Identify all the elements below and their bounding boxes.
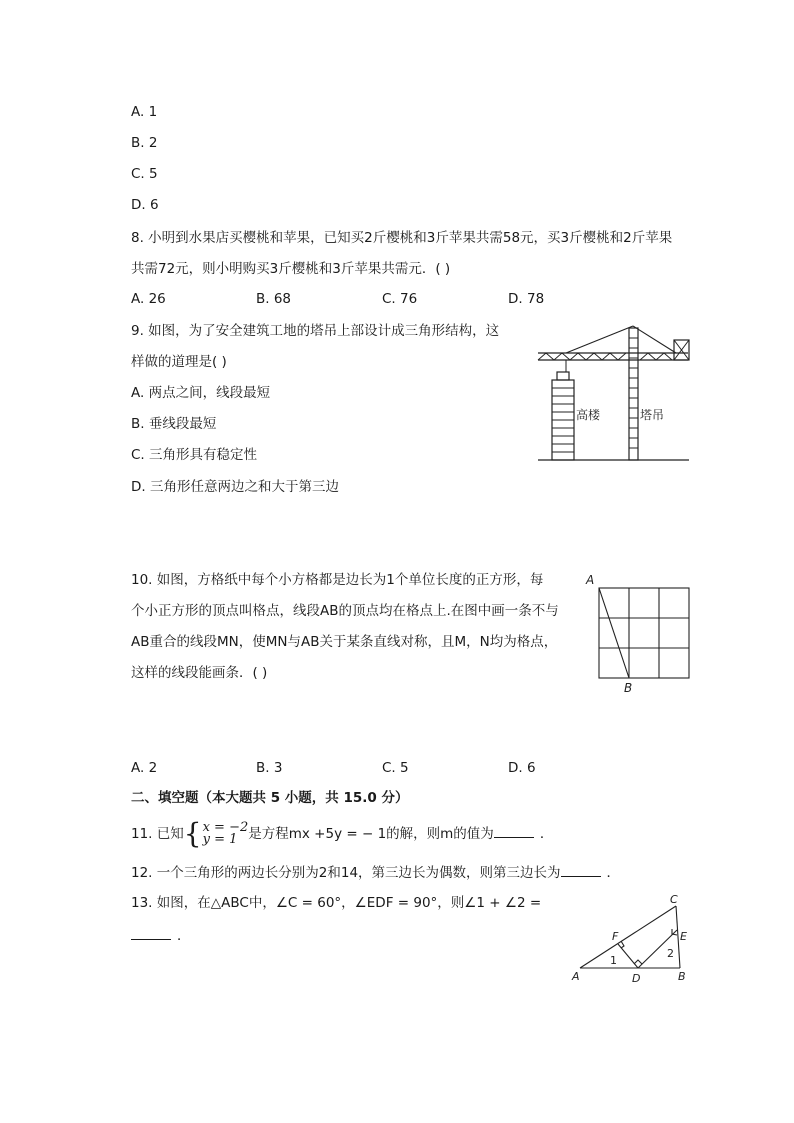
q7-option-a: A. 1: [131, 104, 158, 120]
q11-end: ．: [539, 826, 554, 842]
q11-suffix: 是方程mx +5y = − 1的解，则m的值为: [248, 826, 494, 842]
label-angle-2: 2: [667, 947, 674, 960]
q10-option-b: B. 3: [256, 760, 283, 776]
answer-blank[interactable]: [494, 823, 534, 838]
label-b: B: [678, 970, 686, 983]
q10-line-2: 个小正方形的顶点叫格点，线段AB的顶点均在格点上.在图中画一条不与: [131, 603, 559, 619]
label-building: 高楼: [576, 408, 601, 422]
label-a: A: [572, 970, 580, 983]
equation-system: { x = −2 y = 1: [183, 817, 249, 850]
q13-line-2: [131, 925, 191, 946]
label-e: E: [680, 930, 687, 943]
q7-option-d: D. 6: [131, 197, 159, 213]
q12-line: [131, 862, 620, 883]
q12-text: 12. 一个三角形的两边长分别为2和14，第三边长为偶数，则第三边长为: [131, 865, 561, 881]
q10-line-4: 这样的线段能画条．( ): [131, 665, 268, 681]
q10-option-a: A. 2: [131, 760, 158, 776]
q8-line-2: 共需72元，则小明购买3斤樱桃和3斤苹果共需元．( ): [131, 261, 451, 277]
q7-option-c: C. 5: [131, 166, 158, 182]
q13-line-1: 13. 如图，在△ABC中，∠C = 60°，∠EDF = 90°，则∠1 + ∠2 =: [131, 895, 542, 911]
q10-option-c: C. 5: [382, 760, 409, 776]
q7-option-b: B. 2: [131, 135, 158, 151]
label-b: B: [624, 681, 633, 695]
q8-option-a: A. 26: [131, 291, 166, 307]
sys-row-2: y = 1: [202, 832, 238, 847]
grid-figure: [584, 572, 694, 698]
q10-line-1: 10. 如图，方格纸中每个小方格都是边长为1个单位长度的正方形，每: [131, 572, 544, 588]
label-f: F: [612, 930, 619, 943]
answer-blank[interactable]: [561, 862, 601, 877]
q9-option-b: B. 垂线段最短: [131, 416, 217, 432]
q9-option-d: D. 三角形任意两边之和大于第三边: [131, 479, 339, 495]
label-a: A: [586, 573, 595, 587]
triangle-figure: [566, 892, 700, 986]
q9-option-a: A. 两点之间，线段最短: [131, 385, 271, 401]
label-d: D: [632, 972, 641, 985]
q9-line-1: 9. 如图，为了安全建筑工地的塔吊上部设计成三角形结构，这: [131, 323, 500, 339]
q8-option-d: D. 78: [508, 291, 545, 307]
label-crane: 塔吊: [640, 408, 665, 422]
q11-line: [131, 817, 554, 850]
section-heading: 二、填空题（本大题共 5 小题，共 15.0 分）: [131, 790, 409, 806]
q10-line-3: AB重合的线段MN，使MN与AB关于某条直线对称，且M，N均为格点，: [131, 634, 558, 650]
q9-line-2: 样做的道理是( ): [131, 354, 227, 370]
q12-end: ．: [606, 865, 621, 881]
label-angle-1: 1: [610, 954, 617, 967]
q8-option-b: B. 68: [256, 291, 292, 307]
q9-option-c: C. 三角形具有稳定性: [131, 447, 258, 463]
q11-prefix: 11. 已知: [131, 826, 184, 842]
q8-option-c: C. 76: [382, 291, 418, 307]
q10-option-d: D. 6: [508, 760, 536, 776]
tower-crane-figure: [536, 322, 696, 464]
label-c: C: [670, 893, 678, 906]
q8-line-1: 8. 小明到水果店买樱桃和苹果，已知买2斤樱桃和3斤苹果共需58元，买3斤樱桃和2斤苹果: [131, 230, 673, 246]
sys-row-1: x = −2: [202, 820, 249, 835]
answer-blank[interactable]: [131, 925, 171, 940]
q13-end: ．: [177, 928, 191, 944]
